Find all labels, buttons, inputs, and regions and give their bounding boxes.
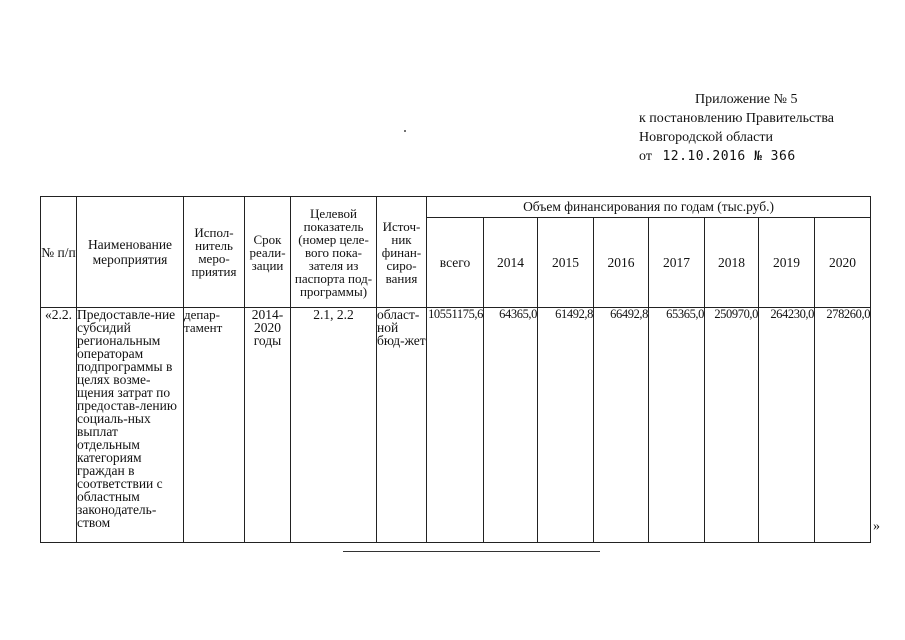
col-header-target: Целевой показатель (номер целе-вого пока-зателя из паспорта под-программы): [291, 197, 377, 308]
row-year-value: 61492,8: [538, 308, 594, 543]
row-year-value: 264230,0: [759, 308, 815, 543]
row-year-value: 65365,0: [649, 308, 705, 543]
row-number: «2.2.: [41, 308, 77, 543]
col-header-year: 2019: [759, 218, 815, 308]
col-header-source: Источ-ник финан-сиро-вания: [377, 197, 427, 308]
col-header-year: 2020: [815, 218, 871, 308]
col-header-year: 2018: [705, 218, 759, 308]
col-header-year: 2016: [594, 218, 649, 308]
row-year-value: 250970,0: [705, 308, 759, 543]
col-header-year: 2017: [649, 218, 705, 308]
document-header: [639, 90, 901, 166]
funding-table: [40, 196, 871, 543]
col-header-year: 2015: [538, 218, 594, 308]
closing-divider: [343, 551, 600, 552]
col-header-funding-group: Объем финансирования по годам (тыс.руб.): [427, 197, 871, 218]
row-executor: депар-тамент: [184, 308, 245, 543]
table-header-row-1: [41, 197, 871, 218]
col-header-year: 2014: [484, 218, 538, 308]
scan-speck: [404, 130, 406, 132]
row-year-value: 66492,8: [594, 308, 649, 543]
row-term: 2014-2020 годы: [245, 308, 291, 543]
col-header-executor: Испол-нитель меро-приятия: [184, 197, 245, 308]
col-header-number: № п/п: [41, 197, 77, 308]
appendix-subtitle-line-2: Новгородской области: [639, 130, 773, 145]
col-header-name: Наименование мероприятия: [77, 197, 184, 308]
row-year-value: 278260,0: [815, 308, 871, 543]
row-activity-name: Предоставле-ние субсидий региональным операторам подпрограммы в целях возме-щения затрат по предостав-лению социаль-ных выплат отдельным категориям граждан в соответствии с областным законодатель-ством: [77, 308, 184, 543]
col-header-term: Срок реали-зации: [245, 197, 291, 308]
resolution-date-number: 12.10.2016 № 366: [662, 149, 796, 164]
appendix-date-line: [639, 147, 901, 166]
col-header-total: всего: [427, 218, 484, 308]
row-total: 10551175,6: [427, 308, 484, 543]
row-target-indicator: 2.1, 2.2: [291, 308, 377, 543]
closing-quote: »: [873, 519, 880, 534]
table-row: [41, 308, 871, 543]
row-year-value: 64365,0: [484, 308, 538, 543]
row-funding-source: област-ной бюд-жет: [377, 308, 427, 543]
appendix-title: Приложение № 5: [695, 92, 798, 107]
date-prefix: от: [639, 149, 652, 164]
appendix-subtitle-line-1: к постановлению Правительства: [639, 111, 835, 126]
